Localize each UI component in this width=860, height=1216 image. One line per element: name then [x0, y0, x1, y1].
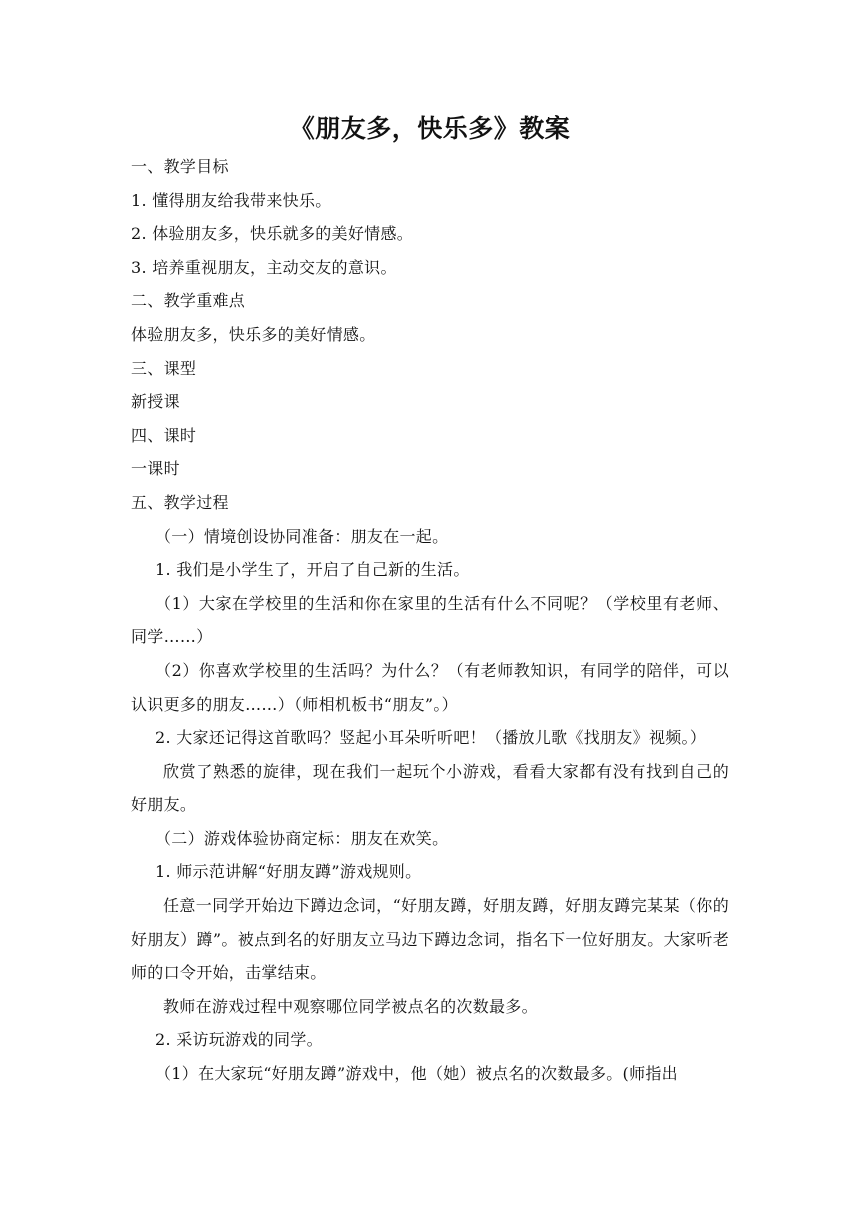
- paragraph: 新授课: [131, 392, 180, 412]
- paragraph: 1. 师示范讲解“好朋友蹲”游戏规则。: [155, 862, 422, 882]
- paragraph: 2. 大家还记得这首歌吗？竖起小耳朵听听吧！（播放儿歌《找朋友》视频。）: [155, 728, 707, 748]
- paragraph: （1）大家在学校里的生活和你在家里的生活有什么不同呢？（学校里有老师、同学……）: [131, 593, 729, 647]
- paragraph: 教师在游戏过程中观察哪位同学被点名的次数最多。: [163, 996, 538, 1016]
- section-heading-lesson-type: 三、课型: [131, 358, 197, 378]
- objective-item: 3. 培养重视朋友，主动交友的意识。: [131, 257, 397, 277]
- objective-item: 2. 体验朋友多，快乐就多的美好情感。: [131, 224, 414, 244]
- subsection-heading: （二）游戏体验协商定标：朋友在欢笑。: [155, 828, 449, 848]
- document-body: [131, 150, 729, 1091]
- section-heading-key-points: 二、教学重难点: [131, 291, 246, 311]
- objective-item: 1. 懂得朋友给我带来快乐。: [131, 190, 332, 210]
- paragraph: 1. 我们是小学生了，开启了自己新的生活。: [155, 560, 470, 580]
- paragraph: 体验朋友多，快乐多的美好情感。: [131, 324, 376, 344]
- document-title: 《朋友多，快乐多》教案: [289, 114, 571, 143]
- paragraph: （2）你喜欢学校里的生活吗？为什么？（有老师教知识，有同学的陪伴，可以认识更多的朋友……）（师相机板书“朋友”。）: [131, 660, 729, 714]
- subsection-heading: （一）情境创设协同准备：朋友在一起。: [155, 526, 449, 546]
- section-heading-objectives: 一、教学目标: [131, 157, 229, 176]
- paragraph: 2. 采访玩游戏的同学。: [155, 1030, 323, 1050]
- section-heading-duration: 四、课时: [131, 425, 197, 445]
- paragraph: 欣赏了熟悉的旋律，现在我们一起玩个小游戏，看看大家都有没有找到自己的好朋友。: [131, 761, 729, 815]
- paragraph: （1）在大家玩“好朋友蹲”游戏中，他（她）被点名的次数最多。(师指出: [155, 1064, 678, 1084]
- paragraph: 任意一同学开始边下蹲边念词，“好朋友蹲，好朋友蹲，好朋友蹲完某某（你的好朋友）蹲”。被点到名的好朋友立马边下蹲边念词，指名下一位好朋友。大家听老师的口令开始，击掌结束。: [131, 896, 729, 983]
- paragraph: 一课时: [131, 459, 180, 479]
- section-heading-process: 五、教学过程: [131, 492, 229, 512]
